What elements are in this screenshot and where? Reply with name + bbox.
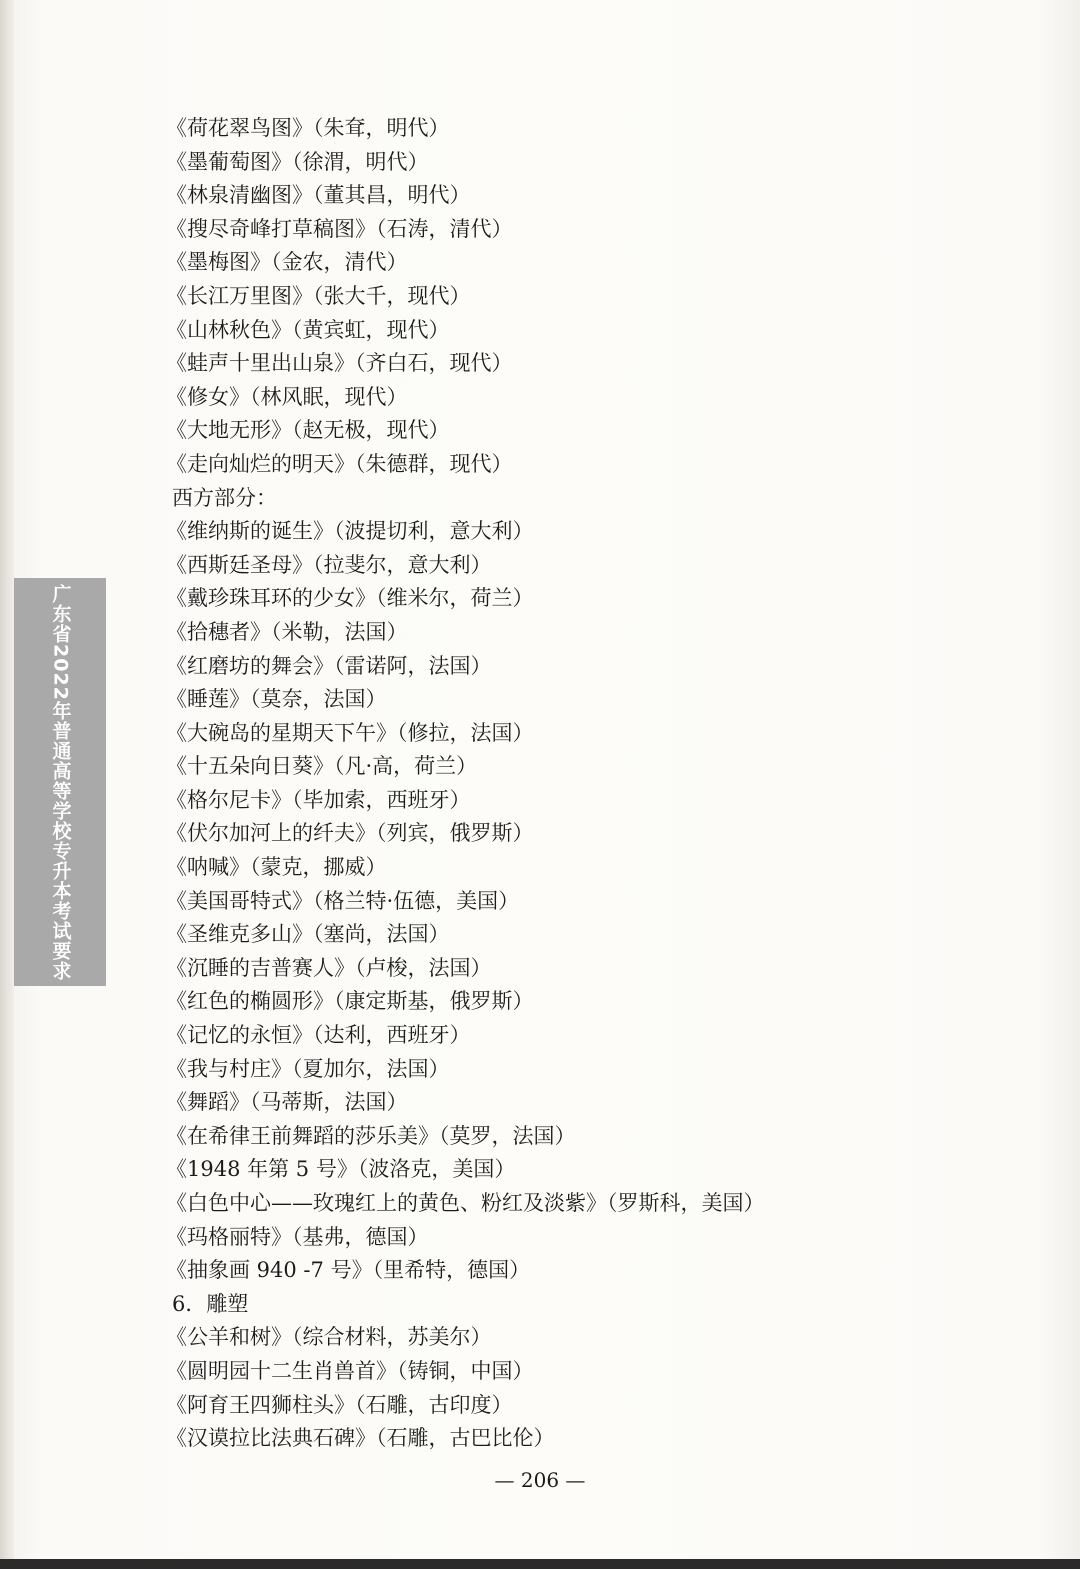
list-item: 《十五朵向日葵》（凡·高，荷兰）: [166, 754, 478, 779]
list-item: 《在希律王前舞蹈的莎乐美》（莫罗，法国）: [166, 1123, 576, 1148]
list-item: 《大地无形》（赵无极，现代）: [166, 418, 450, 443]
list-item: 《西斯廷圣母》（拉斐尔，意大利）: [166, 552, 492, 577]
list-item: 《伏尔加河上的纤夫》（列宾，俄罗斯）: [166, 821, 534, 846]
list-item: 《墨葡萄图》（徐渭，明代）: [166, 149, 429, 174]
section-heading: 西方部分：: [172, 485, 277, 510]
list-item: 《我与村庄》（夏加尔，法国）: [166, 1056, 450, 1081]
list-item: 《呐喊》（蒙克，挪威）: [166, 855, 387, 880]
list-item: 《美国哥特式》（格兰特·伍德，美国）: [166, 888, 520, 913]
list-item: 《长江万里图》（张大千，现代）: [166, 283, 471, 308]
list-item: 《走向灿烂的明天》（朱德群，现代）: [166, 451, 513, 476]
list-item: 《红磨坊的舞会》（雷诺阿，法国）: [166, 653, 492, 678]
scan-bottom-edge: [0, 1559, 1080, 1569]
list-item: 《戴珍珠耳环的少女》（维米尔，荷兰）: [166, 586, 534, 611]
list-item: 《抽象画 940 -7 号》（里希特，德国）: [166, 1258, 531, 1283]
list-item: 《格尔尼卡》（毕加索，西班牙）: [166, 787, 471, 812]
list-item: 《修女》（林风眠，现代）: [166, 384, 408, 409]
list-item: 《阿育王四狮柱头》（石雕，古印度）: [166, 1392, 513, 1417]
list-item: 《荷花翠鸟图》（朱耷，明代）: [166, 116, 450, 140]
artwork-list: [166, 112, 1026, 1456]
list-item: 《白色中心——玫瑰红上的黄色、粉红及淡紫》（罗斯科，美国）: [166, 1191, 765, 1215]
side-tab-label: 广东省2022年普通高等学校专升本考试要求: [49, 583, 72, 981]
side-tab: [14, 578, 106, 986]
list-item: 《睡莲》（莫奈，法国）: [166, 687, 387, 712]
list-item: 《汉谟拉比法典石碑》（石雕，古巴比伦）: [166, 1426, 555, 1451]
list-item: 《红色的椭圆形》（康定斯基，俄罗斯）: [166, 989, 534, 1014]
list-item: 《大碗岛的星期天下午》（修拉，法国）: [166, 720, 534, 745]
list-item: 《公羊和树》（综合材料，苏美尔）: [166, 1325, 492, 1350]
list-item: 《林泉清幽图》（董其昌，明代）: [166, 183, 471, 208]
section-heading: 6．雕塑: [172, 1291, 249, 1316]
list-item: 《拾穗者》（米勒，法国）: [166, 619, 408, 644]
list-item: 《舞蹈》（马蒂斯，法国）: [166, 1090, 408, 1115]
list-item: 《沉睡的吉普赛人》（卢梭，法国）: [166, 955, 492, 980]
list-item: 《圆明园十二生肖兽首》（铸铜，中国）: [166, 1358, 534, 1383]
list-item: 《圣维克多山》（塞尚，法国）: [166, 922, 450, 947]
list-item: 《玛格丽特》（基弗，德国）: [166, 1224, 429, 1249]
list-item: 《蛙声十里出山泉》（齐白石，现代）: [166, 351, 513, 376]
list-item: 《山林秋色》（黄宾虹，现代）: [166, 317, 450, 342]
list-item: 《维纳斯的诞生》（波提切利，意大利）: [166, 519, 534, 544]
list-item: 《墨梅图》（金农，清代）: [166, 250, 408, 275]
page-number: — 206 —: [494, 1468, 586, 1492]
page-gutter-shadow: [0, 0, 14, 1569]
list-item: 《记忆的永恒》（达利，西班牙）: [166, 1023, 471, 1048]
list-item: 《搜尽奇峰打草稿图》（石涛，清代）: [166, 216, 513, 241]
list-item: 《1948 年第 5 号》（波洛克，美国）: [166, 1157, 516, 1182]
